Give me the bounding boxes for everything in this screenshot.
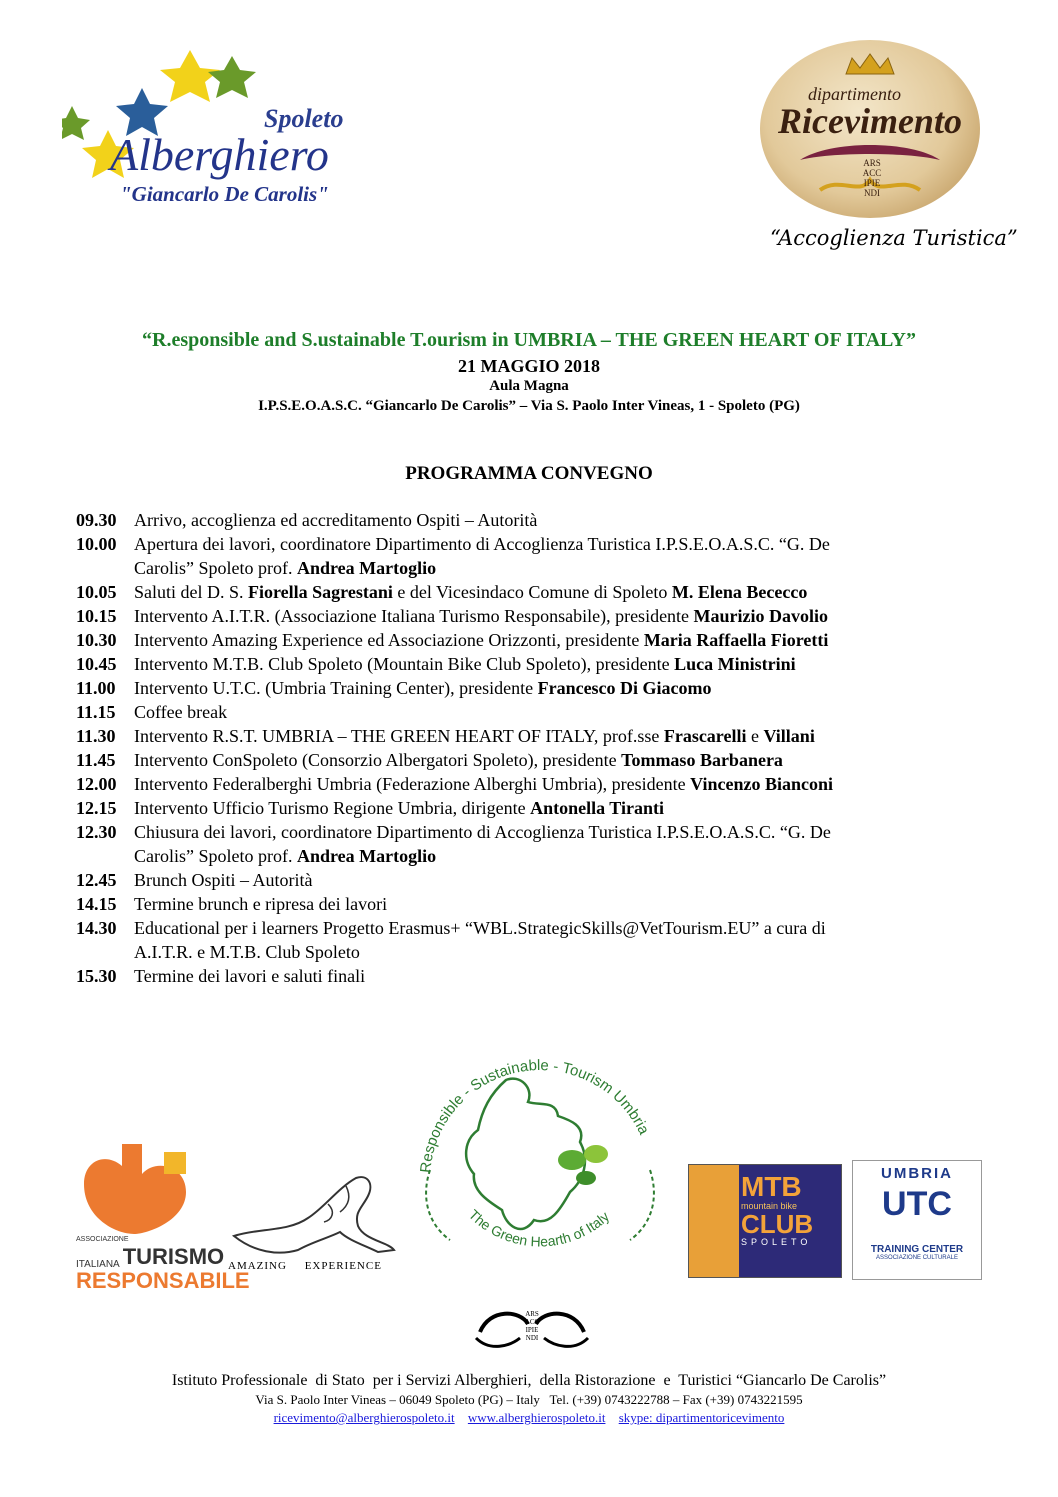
ars-emblem-motto: ARS ACC IPIE NDI — [524, 1310, 540, 1342]
schedule-time: 12.00 — [76, 774, 117, 794]
schedule-text: Coffee break — [134, 702, 228, 722]
svg-text:The Green Hearth of Italy — [466, 1206, 612, 1249]
amazing-label: AMAZING — [228, 1260, 287, 1272]
amazing-experience-logo — [228, 1168, 396, 1278]
schedule-text: Apertura dei lavori, coordinatore Dipartimento di Accoglienza Turistica I.P.S.E.O.A.S.C. “G. De — [134, 534, 830, 554]
event-room: Aula Magna — [489, 378, 569, 394]
horse-sketch-graphic — [228, 1168, 396, 1258]
rst-arc-bottom: The Green Hearth of Italy — [465, 1206, 613, 1250]
schedule-row — [76, 916, 976, 964]
event-venue: I.P.S.E.O.A.S.C. “Giancarlo De Carolis” – Via S. Paolo Inter Vineas, 1 - Spoleto (PG) — [258, 398, 800, 414]
aitr-line2: ITALIANA — [76, 1259, 120, 1270]
schedule-description — [134, 748, 976, 772]
aitr-line4: RESPONSABILE — [76, 1268, 250, 1293]
schedule-time: 09.30 — [76, 510, 117, 530]
schedule-row — [76, 892, 976, 916]
schedule-description — [134, 628, 976, 652]
schedule-row — [76, 508, 976, 532]
aitr-mark-graphic — [76, 1144, 202, 1238]
mtb-line2: mountain bike — [741, 1201, 798, 1211]
email-link[interactable]: ricevimento@alberghierospoleto.it — [273, 1410, 455, 1425]
schedule-time: 12.45 — [76, 870, 117, 890]
aitr-logo — [76, 1144, 250, 1293]
ars-motto: ARS ACC IPIE NDI — [862, 158, 882, 198]
schedule-time: 14.30 — [76, 918, 117, 938]
schedule-description — [134, 652, 976, 676]
speaker-name: Frascarelli — [663, 726, 747, 746]
alberghiero-wordmark: Alberghiero — [110, 129, 329, 180]
footer-address: Via S. Paolo Inter Vineas – 06049 Spoleto (PG) – Italy Tel. (+39) 0743222788 – Fax (+39) 0743221595 — [255, 1392, 803, 1407]
speaker-name: Maria Raffaella Fioretti — [643, 630, 829, 650]
schedule-row — [76, 748, 976, 772]
schedule-description — [134, 892, 976, 916]
footer-institute: Istituto Professionale di Stato per i Servizi Alberghieri, della Ristorazione e Turistici “Giancarlo De Carolis” — [171, 1372, 887, 1389]
schedule-description — [134, 604, 976, 628]
schedule-time: 11.30 — [76, 726, 116, 746]
dipartimento-label: dipartimento — [808, 84, 901, 104]
schedule-text: e del Vicesindaco Comune di Spoleto — [392, 582, 672, 602]
schedule-time: 11.00 — [76, 678, 116, 698]
schedule-row — [76, 820, 976, 868]
programme-schedule — [76, 508, 976, 988]
event-title: “R.esponsible and S.ustainable T.ourism in UMBRIA – THE GREEN HEART OF ITALY” — [142, 329, 916, 351]
spoleto-label: Spoleto — [264, 104, 344, 133]
svg-text:Responsible - Sustainable - To — [417, 1057, 652, 1174]
schedule-row — [76, 652, 976, 676]
schedule-row — [76, 868, 976, 892]
speaker-name: Francesco Di Giacomo — [537, 678, 712, 698]
schedule-row — [76, 580, 976, 604]
utc-logo — [852, 1160, 982, 1280]
aitr-line3: TURISMO — [122, 1244, 225, 1269]
giancarlo-de-carolis-label: "Giancarlo De Carolis" — [120, 182, 329, 206]
schedule-time: 10.15 — [76, 606, 117, 626]
speaker-name: Luca Ministrini — [674, 654, 796, 674]
schedule-text: A.I.T.R. e M.T.B. Club Spoleto — [134, 942, 360, 962]
programme-heading: PROGRAMMA CONVEGNO — [405, 463, 653, 484]
schedule-text: e — [746, 726, 764, 746]
ricevimento-logo — [760, 40, 980, 220]
skype-link[interactable]: skype: dipartimentoricevimento — [618, 1410, 785, 1425]
schedule-text: Intervento M.T.B. Club Spoleto (Mountain Bike Club Spoleto), presidente — [134, 654, 675, 674]
schedule-text: Intervento A.I.T.R. (Associazione Italiana Turismo Responsabile), presidente — [134, 606, 694, 626]
schedule-time: 14.15 — [76, 894, 117, 914]
footer-contacts — [0, 1410, 1058, 1426]
schedule-text: Intervento R.S.T. UMBRIA – THE GREEN HEART OF ITALY, prof.sse — [134, 726, 664, 746]
schedule-text: Chiusura dei lavori, coordinatore Dipartimento di Accoglienza Turistica I.P.S.E.O.A.S.C. “G. De — [134, 822, 831, 842]
schedule-row — [76, 628, 976, 652]
schedule-text: Intervento ConSpoleto (Consorzio Albergatori Spoleto), presidente — [134, 750, 622, 770]
schedule-time: 12.15 — [76, 798, 117, 818]
schedule-description — [134, 676, 976, 700]
utc-line3: TRAINING CENTER — [870, 1244, 964, 1255]
experience-label: EXPERIENCE — [304, 1260, 382, 1272]
schedule-text: Educational per i learners Progetto Erasmus+ “WBL.StrategicSkills@VetTourism.EU” a cura di — [134, 918, 826, 938]
schedule-time: 10.00 — [76, 534, 117, 554]
schedule-time: 10.05 — [76, 582, 117, 602]
schedule-text: Saluti del D. S. — [134, 582, 249, 602]
schedule-time: 10.45 — [76, 654, 117, 674]
schedule-description — [134, 532, 976, 580]
speaker-name: Andrea Martoglio — [296, 846, 437, 866]
schedule-row — [76, 772, 976, 796]
website-link[interactable]: www.alberghierospoleto.it — [467, 1410, 606, 1425]
schedule-text: Intervento Amazing Experience ed Associazione Orizzonti, presidente — [134, 630, 644, 650]
schedule-row — [76, 964, 976, 988]
schedule-row — [76, 796, 976, 820]
schedule-text: Termine dei lavori e saluti finali — [134, 966, 366, 986]
speaker-name: M. Elena Bececco — [671, 582, 808, 602]
ricevimento-wordmark: Ricevimento — [778, 101, 962, 141]
event-date: 21 MAGGIO 2018 — [458, 356, 600, 376]
umbria-map-graphic — [410, 1050, 670, 1260]
rst-umbria-logo — [410, 1050, 670, 1260]
ars-emblem-logo — [470, 1302, 594, 1358]
schedule-description — [134, 796, 976, 820]
schedule-text: Intervento Federalberghi Umbria (Federazione Alberghi Umbria), presidente — [134, 774, 691, 794]
schedule-description — [134, 724, 976, 748]
mtb-line3: CLUB — [741, 1209, 814, 1239]
rider-graphic — [689, 1165, 739, 1277]
schedule-text: Intervento U.T.C. (Umbria Training Center), presidente — [134, 678, 538, 698]
schedule-text: Termine brunch e ripresa dei lavori — [134, 894, 388, 914]
accoglienza-turistica-tagline: “Accoglienza Turistica” — [770, 226, 1018, 250]
speaker-name: Maurizio Davolio — [693, 606, 829, 626]
rst-arc-top: Responsible - Sustainable - Tourism Umbria — [417, 1056, 653, 1174]
schedule-text: Brunch Ospiti – Autorità — [134, 870, 313, 890]
speaker-name: Vincenzo Bianconi — [690, 774, 833, 794]
schedule-text: Intervento Ufficio Turismo Regione Umbria, dirigente — [134, 798, 531, 818]
schedule-description — [134, 508, 976, 532]
utc-line1: UMBRIA — [881, 1165, 953, 1182]
schedule-time: 11.45 — [76, 750, 116, 770]
schedule-description — [134, 580, 976, 604]
schedule-row — [76, 676, 976, 700]
schedule-description — [134, 964, 976, 988]
schedule-text: Carolis” Spoleto prof. — [134, 558, 297, 578]
schedule-row — [76, 700, 976, 724]
speaker-name: Villani — [763, 726, 815, 746]
schedule-description — [134, 868, 976, 892]
schedule-time: 15.30 — [76, 966, 117, 986]
aitr-line1: ASSOCIAZIONE — [76, 1236, 129, 1243]
schedule-description — [134, 916, 976, 964]
schedule-row — [76, 724, 976, 748]
utc-line2: UTC — [882, 1185, 952, 1223]
alberghiero-logo — [62, 42, 372, 206]
speaker-name: Tommaso Barbanera — [621, 750, 783, 770]
schedule-time: 11.15 — [76, 702, 116, 722]
schedule-text: Arrivo, accoglienza ed accreditamento Ospiti – Autorità — [134, 510, 538, 530]
schedule-row — [76, 532, 976, 580]
schedule-text: Carolis” Spoleto prof. — [134, 846, 297, 866]
schedule-description — [134, 772, 976, 796]
speaker-name: Andrea Martoglio — [296, 558, 437, 578]
mtb-line1: MTB — [741, 1171, 802, 1202]
schedule-description — [134, 820, 976, 868]
schedule-time: 12.30 — [76, 822, 117, 842]
speaker-name: Fiorella Sagrestani — [248, 582, 393, 602]
mtb-club-logo — [688, 1164, 842, 1278]
schedule-row — [76, 604, 976, 628]
utc-line4: ASSOCIAZIONE CULTURALE — [876, 1255, 958, 1261]
schedule-description — [134, 700, 976, 724]
schedule-time: 10.30 — [76, 630, 117, 650]
mtb-line4: SPOLETO — [741, 1237, 812, 1247]
speaker-name: Antonella Tiranti — [530, 798, 664, 818]
